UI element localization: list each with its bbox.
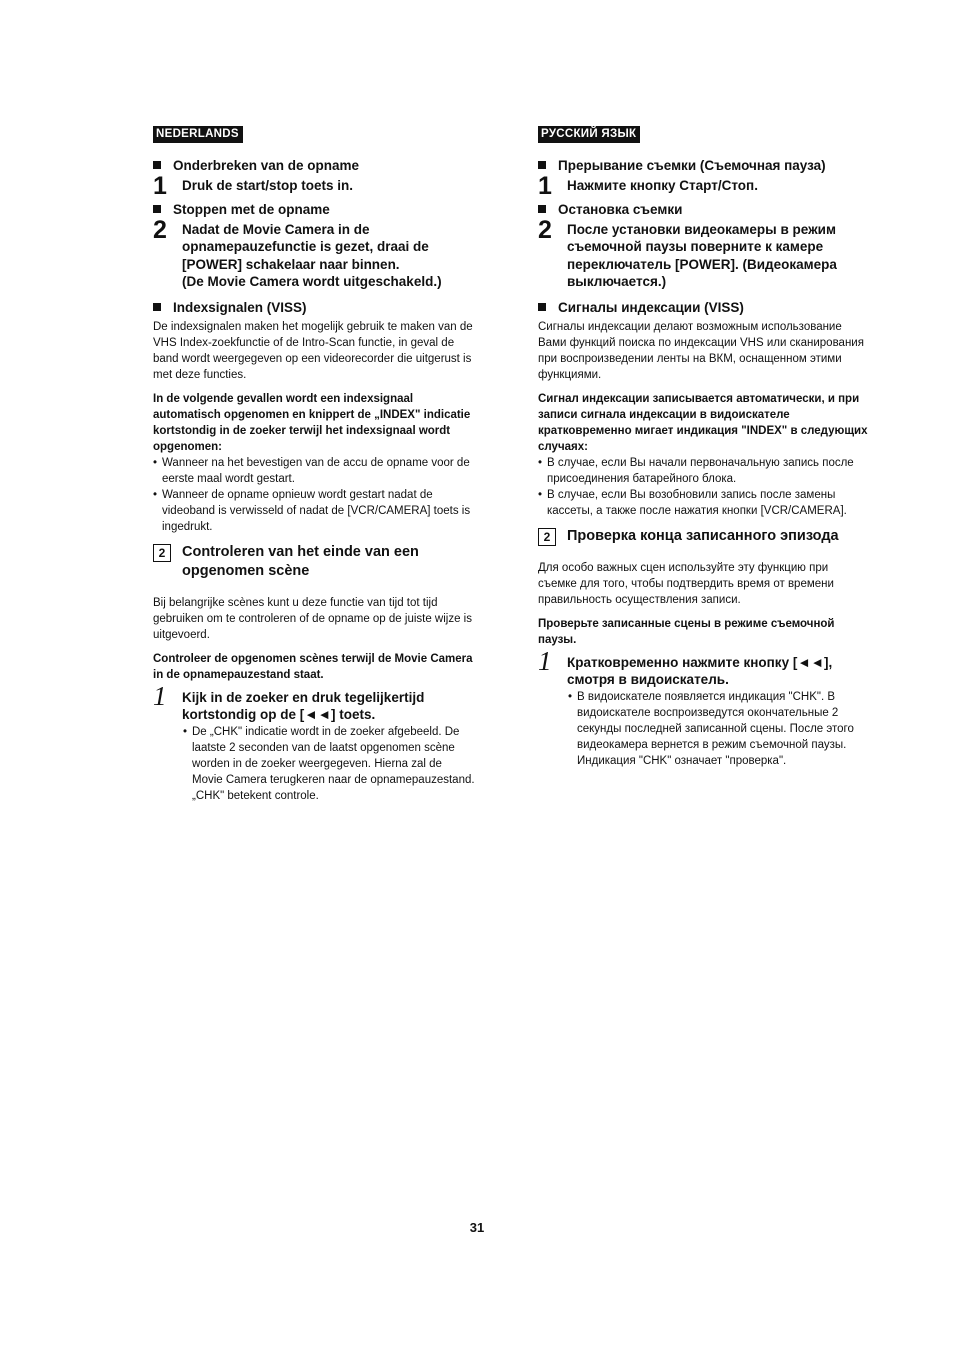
square-bullet-icon: [153, 205, 161, 213]
language-tag: NEDERLANDS: [153, 126, 243, 143]
step-number: 2: [153, 215, 167, 244]
step-2: [538, 215, 868, 291]
section-2-instruction: Controleer de opgenomen scènes terwijl de Movie Camera in de opnamepauzestand staat.: [153, 652, 473, 681]
step-number: 1: [153, 680, 167, 711]
section-number-box: 2: [538, 528, 556, 546]
list-item: • В видоискателе появляется индикация "CHK". В видоискателе воспроизведутся окончательные 2 секунды последней записанной сцены. После этого видеокамера вернется в режим съемочной паузы. Индикация "CHK" означает "проверка".: [568, 690, 854, 767]
step-number: 1: [538, 645, 552, 676]
index-body: De indexsignalen maken het mogelijk gebruik te maken van de VHS Index-zoekfunctie of de Intro-Scan functie, in geval de band wordt weergegeven op een videorecorder die uitgerust is met deze functies.: [153, 320, 473, 381]
index-heading: Сигналы индексации (VISS): [538, 299, 868, 316]
stop-heading: Остановка съемки: [538, 201, 868, 218]
step-2: [153, 215, 475, 291]
index-body: Сигналы индексации делают возможным использование Вами функций поиска по индексации VHS или сканирования при воспроизведении ленты на ВКМ, оснащенном этими функциями.: [538, 320, 864, 381]
step-number: 1: [538, 172, 552, 200]
dot-bullet-icon: •: [183, 725, 188, 738]
list-item: • De „CHK" indicatie wordt in de zoeker afgebeeld. De laatste 2 seconden van de laatst opgenomen scène worden in de zoeker weergegeven. Hierna zal de Movie Camera terugkeren naar de opnamepauzestand. „CHK" betekent controle.: [183, 725, 475, 802]
step-text: Druk de start/stop toets in.: [182, 178, 354, 193]
section-2-heading: 2 Проверка конца записанного эпизода: [538, 527, 868, 546]
section-2-body: Bij belangrijke scènes kunt u deze functie van tijd tot tijd gebruiken om te controleren of de opname op de juiste wijze is uitgevoerd.: [153, 596, 472, 641]
step-number: 2: [538, 215, 552, 244]
column-russian: [538, 124, 868, 769]
index-heading: Indexsignalen (VISS): [153, 299, 475, 316]
dot-bullet-icon: •: [538, 456, 543, 469]
step-text: Nadat de Movie Camera in de opnamepauzefunctie is gezet, draai de [POWER] schakelaar naar binnen.: [182, 221, 429, 272]
section-2-instruction: Проверьте записанные сцены в режиме съемочной паузы.: [538, 617, 835, 646]
language-tag: РУССКИЙ ЯЗЫК: [538, 126, 640, 143]
list-item: • Wanneer de opname opnieuw wordt gestart nadat de videoband is verwisseld of nadat de [VCR/CAMERA] toets is ingedrukt.: [153, 488, 471, 533]
list-item: • Wanneer na het bevestigen van de accu de opname voor de eerste maal wordt gestart.: [153, 456, 470, 485]
square-bullet-icon: [153, 303, 161, 311]
dot-bullet-icon: •: [568, 690, 573, 703]
step-text: Кратковременно нажмите кнопку [◄◄], смотря в видоискатель.: [567, 654, 833, 687]
pause-heading: Onderbreken van de opname: [153, 157, 475, 174]
square-bullet-icon: [153, 161, 161, 169]
section-2-step-1: [538, 645, 868, 689]
section-2-step-1: [153, 680, 475, 724]
step-note: (De Movie Camera wordt uitgeschakeld.): [182, 274, 442, 289]
list-item: • В случае, если Вы начали первоначальную запись после присоединения батарейного блока.: [538, 456, 854, 485]
step-text: После установки видеокамеры в режим съемочной паузы поверните к камере переключатель [POWER]. (Видеокамера выключается.): [567, 221, 837, 289]
list-item: • В случае, если Вы возобновили запись после замены кассеты, а также после нажатия кнопки [VCR/CAMERA].: [538, 488, 847, 517]
step-1: [538, 172, 868, 200]
pause-heading: Прерывание съемки (Съемочная пауза): [538, 157, 868, 174]
stop-heading: Stoppen met de opname: [153, 201, 475, 218]
square-bullet-icon: [538, 205, 546, 213]
square-bullet-icon: [538, 161, 546, 169]
index-conditions: In de volgende gevallen wordt een indexsignaal automatisch opgenomen en knippert de „INDEX" indicatie kortstondig in de zoeker terwijl het indexsignaal wordt opgenomen:: [153, 392, 471, 453]
page-number: 31: [469, 1220, 485, 1235]
square-bullet-icon: [538, 303, 546, 311]
step-text: Kijk in de zoeker en druk tegelijkertijd kortstondig op de [◄◄] toets.: [182, 689, 425, 722]
index-conditions: Сигнал индексации записывается автоматически, и при записи сигнала индексации в видоискателе кратковременно мигает индикация "INDEX" в следующих случаях:: [538, 392, 868, 453]
step-text: Нажмите кнопку Старт/Стоп.: [567, 178, 758, 193]
section-number-box: 2: [153, 544, 171, 562]
step-1: [153, 172, 475, 200]
section-2-heading: 2 Controleren van het einde van een opgenomen scène: [153, 543, 475, 581]
dot-bullet-icon: •: [153, 456, 158, 469]
step-number: 1: [153, 172, 167, 200]
section-2-body: Для особо важных сцен используйте эту функцию при съемке для того, чтобы подтвердить время от времени правильность осуществления записи.: [538, 561, 834, 606]
dot-bullet-icon: •: [538, 488, 543, 501]
dot-bullet-icon: •: [153, 488, 158, 501]
column-dutch: [153, 124, 475, 804]
